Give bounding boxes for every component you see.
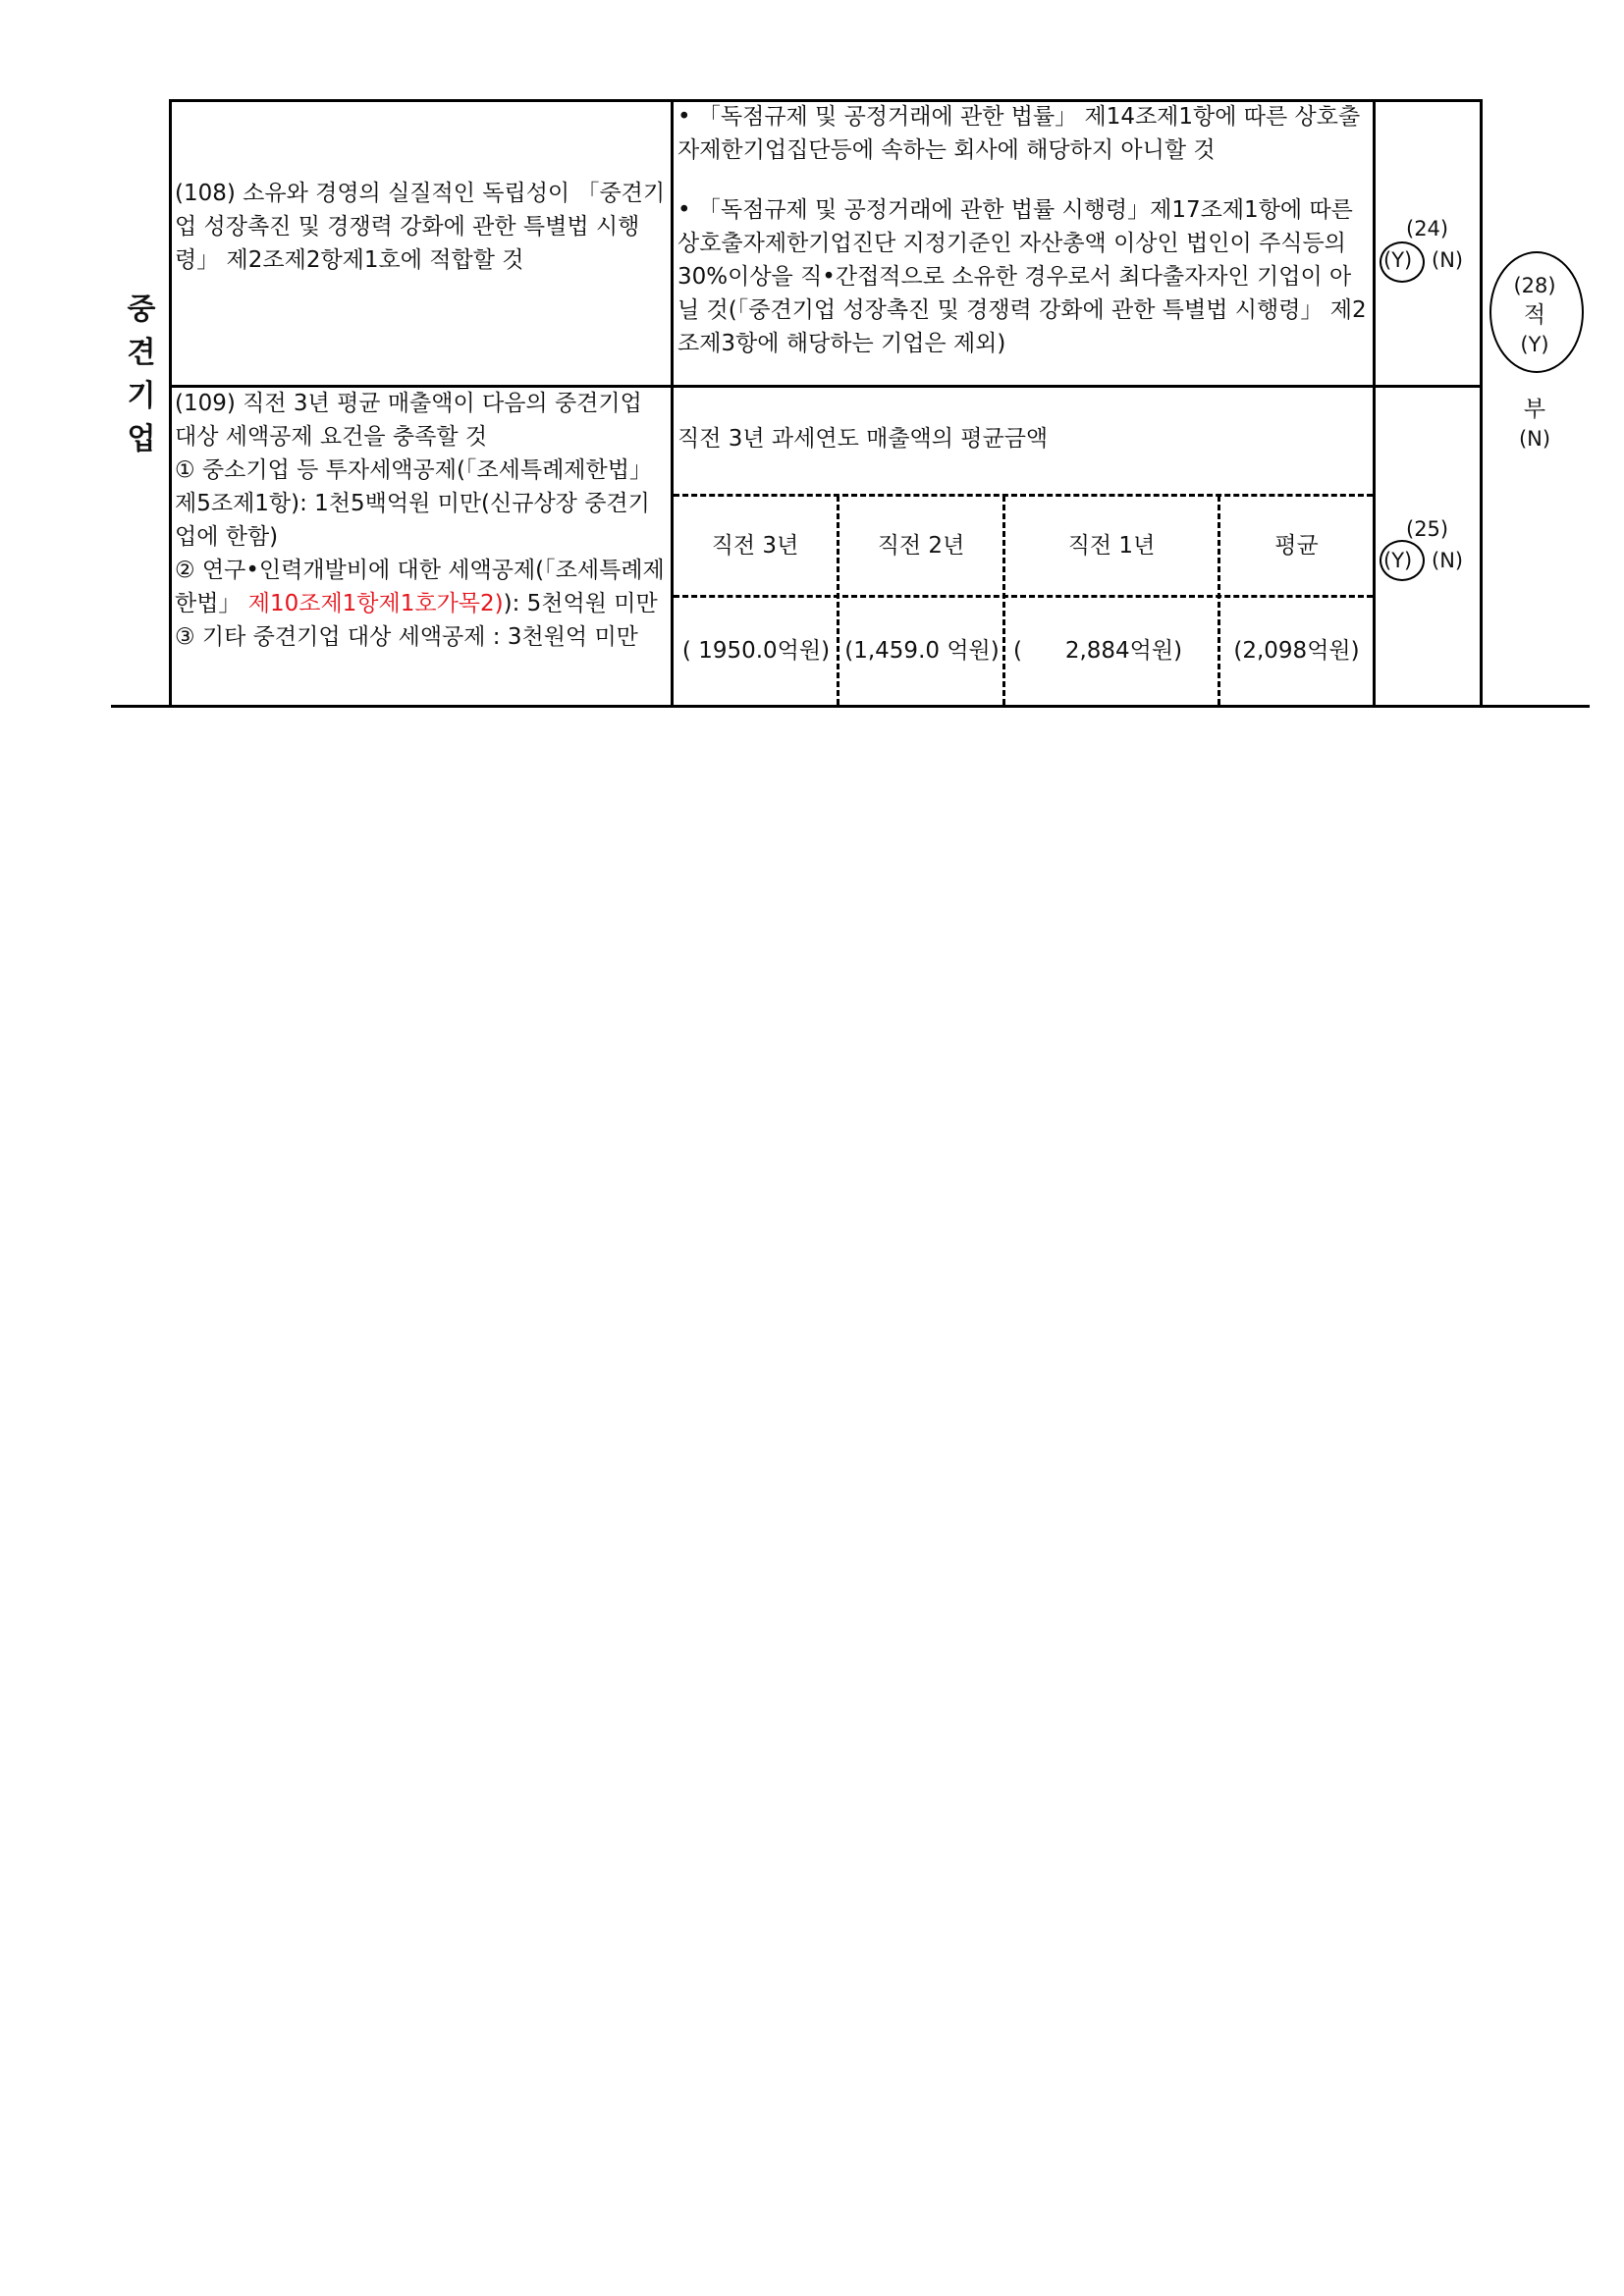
avg-header-3y: 직전 3년	[711, 533, 799, 559]
result-yes-option[interactable]	[1489, 271, 1580, 359]
row109-item3: ③ 기타 중견기업 대상 세액공제 : 3천원억 미만	[175, 624, 638, 650]
section-label	[122, 289, 161, 461]
row108-code: (24)	[1406, 217, 1449, 240]
result-no-option[interactable]	[1489, 395, 1580, 454]
row109-item2	[175, 554, 666, 620]
result-code: (28)	[1513, 274, 1556, 297]
avg-value-2y: (1,459.0 억원)	[844, 638, 1000, 664]
row109-no-option[interactable]	[1432, 544, 1463, 577]
row109-criterion-title: (109) 직전 3년 평균 매출액이 다음의 중견기업 대상 세액공제 요건을 충족할 것	[175, 391, 642, 450]
row109-item2-suffix: ): 5천억원 미만	[503, 591, 658, 616]
row108-bullet1: • 「독점규제 및 공정거래에 관한 법률」 제14조제1항에 따른 상호출자제한기업집단등에 속하는 회사에 해당하지 아니할 것	[677, 104, 1361, 163]
row109-code: (25)	[1406, 517, 1449, 541]
row109-item2-prefix: ② 연구•인력개발비에 대한 세액공제(「조세특례제한법」	[175, 558, 665, 616]
result-yes-label: 적	[1523, 302, 1546, 328]
col-border-criterion-left	[169, 99, 172, 707]
table-bottom-border	[111, 705, 1590, 708]
result-no-text: (N)	[1518, 427, 1551, 451]
result-no-label: 부	[1523, 397, 1546, 422]
avg-value-average: (2,098억원)	[1233, 638, 1360, 664]
col-border-yn-right	[1480, 99, 1483, 707]
avg-header-1y: 직전 1년	[1067, 533, 1156, 559]
row109-item2-ref: 제10조제1항제1호가목2)	[247, 591, 504, 616]
row109-yes-text: (Y)	[1383, 549, 1413, 572]
row108-criterion: (108) 소유와 경영의 실질적인 독립성이 「중견기업 성장촉진 및 경쟁력 강화에 관한 특별법 시행령」 제2조제2항제1호에 적합할 것	[175, 181, 666, 273]
row108-yes-text: (Y)	[1383, 248, 1413, 272]
result-yes-text: (Y)	[1520, 333, 1549, 356]
col-border-criterion-right	[671, 99, 674, 707]
row109-avg-title: 직전 3년 과세연도 매출액의 평균금액	[677, 426, 1049, 452]
row109-item1: ① 중소기업 등 투자세액공제(「조세특례제한법」 제5조제1항): 1천5백억원 미만(신규상장 중견기업에 한함)	[175, 457, 652, 550]
row108-yes-selected-circle	[1380, 241, 1425, 283]
row108-no-text: (N)	[1432, 248, 1464, 272]
row109-yes-selected-circle	[1380, 540, 1425, 581]
col-border-yn-left	[1373, 99, 1376, 707]
avg-header-average: 평균	[1274, 533, 1319, 559]
avg-value-3y: ( 1950.0억원)	[681, 638, 831, 664]
row109-no-text: (N)	[1432, 549, 1464, 572]
row108-bullet2: • 「독점규제 및 공정거래에 관한 법률 시행령」제17조제1항에 따른 상호출자제한기업진단 지정기준인 자산총액 이상인 법인이 주식등의 30%이상을 직•간접적으로 소유한 경우로서 최다출자자인 기업이 아닐 것(「중견기업 성장촉진 및 경쟁력 강화에 관한 특별법 시행령」 제2조제3항에 해당하는 기업은 제외)	[677, 197, 1367, 356]
avg-value-1y: ( 2,884억원)	[1013, 638, 1183, 664]
row108-no-option[interactable]	[1432, 243, 1463, 277]
section-label-text: 중견기업	[127, 293, 156, 456]
row109-criterion	[175, 387, 666, 654]
avg-header-2y: 직전 2년	[877, 533, 965, 559]
